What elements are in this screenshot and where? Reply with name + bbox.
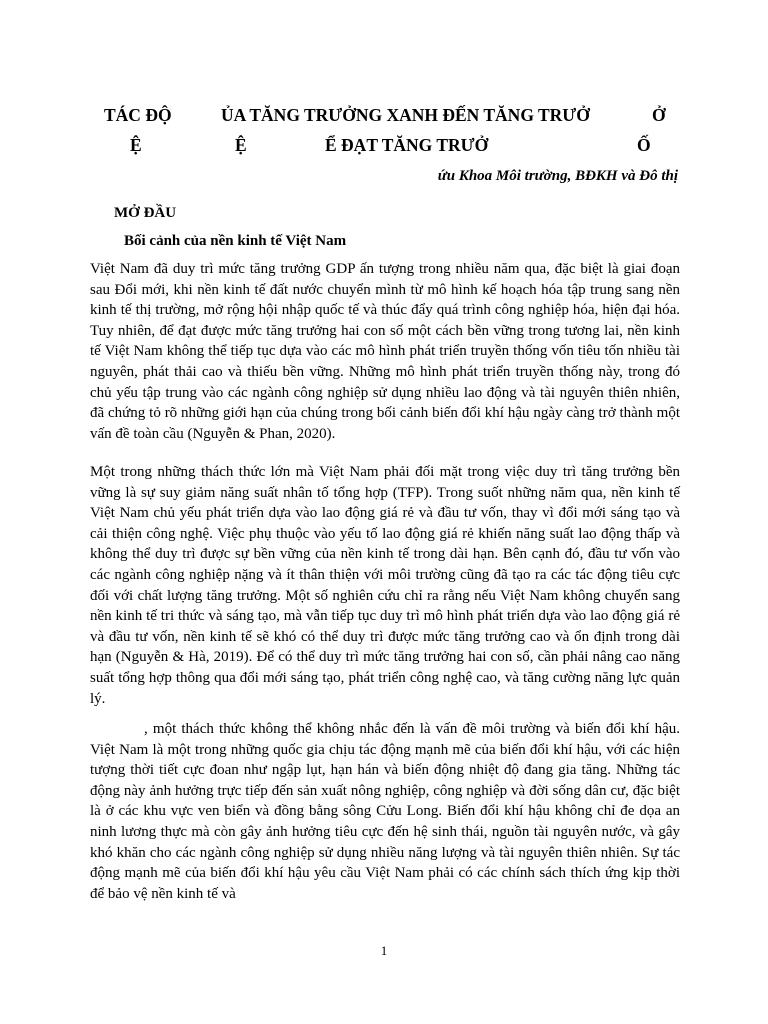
paragraph-3-text: , một thách thức không thể không nhắc đến là vấn đề môi trường và biến đổi khí hậu. Việt Nam là một trong những quốc gia chịu tác động mạnh mẽ của biến đổi khí hậu, với các hiện tượng thời tiết cực đoan như ngập lụt, hạn hán và biến động nhiệt độ đang gia tăng. Những tác động này ảnh hưởng trực tiếp đến sản xuất nông nghiệp, công nghiệp và đời sống dân cư, đặc biệt là ở các khu vực ven biển và đồng bằng sông Cửu Long. Biến đổi khí hậu không chỉ đe dọa an ninh lương thực mà còn gây ảnh hưởng tiêu cực đến hệ sinh thái, nguồn tài nguyên nước, và gây khó khăn cho các ngành công nghiệp sử dụng nhiều năng lượng và tài nguyên thiên nhiên. Sự tác động mạnh mẽ của biến đổi khí hậu yêu cầu Việt Nam phải có các chính sách thích ứng kịp thời để bảo vệ nền kinh tế và <box>90 721 680 902</box>
author-affiliation: ứu Khoa Môi trường, BĐKH và Đô thị <box>437 168 678 184</box>
page-number: 1 <box>380 943 388 958</box>
subsection-heading: Bối cảnh của nền kinh tế Việt Nam <box>124 233 347 249</box>
section-heading: MỞ ĐẦU <box>114 205 177 221</box>
title-line2-part1: Ệ <box>130 135 142 155</box>
title-line2-part2: Ệ <box>235 135 247 155</box>
paragraph-1: Việt Nam đã duy trì mức tăng trưởng GDP ấn tượng trong nhiều năm qua, đặc biệt là giai đoạn sau Đổi mới, khi nền kinh tế đất nước chuyển mình từ mô hình kế hoạch hóa tập trung sang nền kinh tế thị trường, mở rộng hội nhập quốc tế và thúc đẩy quá trình công nghiệp hóa, hiện đại hóa. Tuy nhiên, để đạt được mức tăng trưởng hai con số một cách bền vững trong tương lai, nền kinh tế Việt Nam không thể tiếp tục dựa vào các mô hình phát triển truyền thống vốn tiêu tốn nhiều tài nguyên, phát thải cao và thiếu bền vững. Những mô hình phát triển truyền thống này, trong đó chủ yếu tập trung vào các ngành công nghiệp sử dụng nhiều lao động và tài nguyên thiên nhiên, đã chứng tỏ rõ những giới hạn của chúng trong bối cảnh biến đổi khí hậu ngày càng trở thành một vấn đề toàn cầu (Nguyễn & Phan, 2020). <box>90 261 680 442</box>
title-line2-part3: Ể ĐẠT TĂNG TRƯỞ <box>325 135 489 155</box>
title-line1-part2: ỦA TĂNG TRƯỞNG XANH ĐẾN TĂNG TRƯỞ <box>221 105 590 125</box>
paragraph-2: Một trong những thách thức lớn mà Việt Nam phải đối mặt trong việc duy trì tăng trưởng bền vững là sự suy giảm năng suất nhân tố tổng hợp (TFP). Trong suốt những năm qua, nền kinh tế Việt Nam chủ yếu phát triển dựa vào lao động giá rẻ và đầu tư vốn, thay vì đổi mới sáng tạo và cải thiện công nghệ. Việc phụ thuộc vào yếu tố lao động giá rẻ khiến năng suất lao động thấp và không thể duy trì được sự bền vững của nền kinh tế trong dài hạn. Bên cạnh đó, đầu tư vốn vào các ngành công nghiệp nặng và ít thân thiện với môi trường cũng đã tạo ra các tác động tiêu cực đối với chất lượng tăng trưởng. Một số nghiên cứu chỉ ra rằng nếu Việt Nam không chuyển sang nền kinh tế tri thức và sáng tạo, mà vẫn tiếp tục duy trì mô hình phát triển dựa vào lao động giá rẻ và đầu tư vốn, nền kinh tế sẽ khó có thể duy trì được mức tăng trưởng cao và ổn định trong dài hạn (Nguyễn & Hà, 2019). Để có thể duy trì mức tăng trưởng hai con số, cần phải nâng cao năng suất tổng hợp thông qua đổi mới sáng tạo, phát triển công nghệ cao, và tăng cường năng lực quản lý. <box>90 464 680 707</box>
title-line1-part3: Ở <box>652 105 666 125</box>
paragraph-3 <box>90 719 680 904</box>
title-line2-part4: Ố <box>637 135 651 155</box>
title-line1-part1: TÁC ĐỘ <box>104 105 172 125</box>
